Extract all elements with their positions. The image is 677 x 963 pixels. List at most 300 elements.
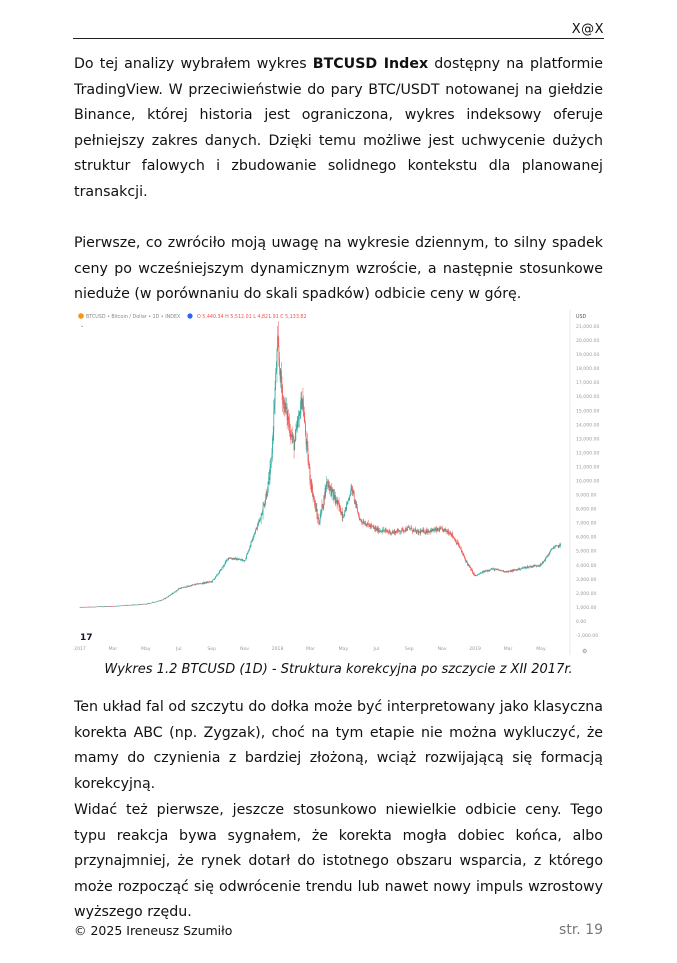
candle-body — [89, 607, 90, 608]
candle-body — [202, 583, 203, 584]
candle-body — [344, 511, 345, 516]
candle-body — [361, 520, 362, 521]
candle-body — [413, 529, 414, 531]
candle-body — [178, 589, 179, 590]
candle-body — [258, 524, 259, 525]
candle-body — [389, 531, 390, 533]
candle-body — [177, 590, 178, 591]
candle-body — [123, 605, 124, 606]
candle-body — [278, 335, 279, 345]
candle-body — [341, 512, 342, 514]
candle-body — [403, 530, 404, 531]
candle-body — [358, 512, 359, 513]
candle-body — [246, 555, 247, 558]
candle-body — [267, 493, 268, 496]
candle-body — [288, 416, 289, 423]
candle-body — [340, 506, 341, 513]
currency-label: USD — [576, 315, 587, 320]
candle-body — [448, 531, 449, 533]
candle-body — [203, 583, 204, 584]
candle-body — [432, 529, 433, 531]
candle-body — [102, 607, 103, 608]
candle-body — [544, 561, 545, 562]
candle-body — [289, 423, 290, 433]
candle-body — [281, 371, 282, 386]
candle-body — [357, 507, 358, 512]
candle-body — [109, 606, 110, 607]
candle-body — [247, 552, 248, 554]
candle-body — [424, 530, 425, 533]
candle-body — [458, 545, 459, 546]
candle-body — [387, 531, 388, 532]
candle-body — [216, 576, 217, 577]
candle-body — [329, 486, 330, 487]
candle-body — [508, 571, 509, 572]
candle-body — [131, 605, 132, 606]
candle-body — [284, 400, 285, 401]
candle-body — [292, 435, 293, 438]
candle-body — [284, 400, 285, 412]
candle-body — [261, 515, 262, 516]
candle-body — [163, 600, 164, 601]
candle-body — [150, 603, 151, 604]
y-tick-label: 0.00 — [576, 619, 587, 625]
candle-body — [298, 415, 299, 421]
candle-body — [101, 606, 102, 607]
candle-body — [221, 569, 222, 570]
candle-body — [534, 565, 535, 566]
candle-body — [559, 545, 560, 546]
candle-body — [470, 567, 471, 568]
candle-body — [351, 486, 352, 488]
candle-body — [266, 493, 267, 496]
candle-body — [251, 541, 252, 542]
candle-body — [265, 499, 266, 504]
candle-body — [208, 582, 209, 583]
candle-body — [392, 532, 393, 533]
candle-body — [408, 527, 409, 528]
candle-body — [384, 530, 385, 531]
y-tick-label: 12,000.00 — [576, 451, 600, 457]
candle-body — [246, 558, 247, 560]
candle-body — [264, 504, 265, 506]
candle-body — [358, 513, 359, 516]
candle-body — [516, 569, 517, 570]
y-tick-label: 16,000.00 — [576, 395, 600, 401]
paragraph-intro-bold: BTCUSD Index — [312, 56, 429, 72]
candle-body — [549, 553, 550, 555]
candle-body — [489, 570, 490, 571]
candle-body — [228, 558, 229, 560]
candle-body — [440, 528, 441, 529]
candle-body — [376, 528, 377, 530]
x-tick-label: May — [536, 647, 546, 652]
candle-body — [366, 525, 367, 526]
candle-body — [331, 487, 332, 496]
candle-body — [127, 605, 128, 606]
candle-body — [419, 531, 420, 532]
candle-body — [339, 506, 340, 507]
candle-body — [204, 582, 205, 583]
candle-body — [279, 358, 280, 368]
candle-body — [109, 606, 110, 607]
candle-body — [307, 441, 308, 447]
candle-body — [377, 528, 378, 531]
candle-body — [359, 516, 360, 520]
candle-body — [517, 569, 518, 570]
candle-body — [170, 595, 171, 596]
candle-body — [153, 602, 154, 603]
candle-body — [464, 556, 465, 558]
candle-body — [446, 529, 447, 532]
candle-body — [302, 399, 303, 408]
candle-body — [546, 557, 547, 558]
candle-body — [140, 604, 141, 605]
candle-body — [514, 570, 515, 571]
candle-body — [291, 434, 292, 437]
candle-body — [443, 529, 444, 531]
candle-body — [118, 606, 119, 607]
y-tick-label: 4,000.00 — [576, 563, 597, 569]
candle-body — [194, 584, 195, 585]
candle-body — [273, 410, 274, 432]
candle-body — [355, 500, 356, 501]
candle-body — [317, 514, 318, 519]
candle-body — [465, 558, 466, 559]
candle-body — [536, 565, 537, 566]
candle-body — [208, 582, 209, 583]
candle-body — [379, 531, 380, 532]
candle-body — [558, 545, 559, 547]
candle-body — [334, 495, 335, 499]
candle-body — [463, 554, 464, 556]
candle-body — [186, 587, 187, 588]
y-tick-label: 5,000.00 — [576, 549, 597, 555]
candle-body — [431, 530, 432, 532]
candle-body — [143, 604, 144, 605]
candle-body — [85, 607, 86, 608]
candle-body — [222, 568, 223, 569]
candle-body — [382, 529, 383, 531]
candle-body — [410, 529, 411, 530]
candle-body — [204, 583, 205, 584]
candle-body — [418, 530, 419, 533]
candle-body — [425, 530, 426, 532]
candle-body — [180, 588, 181, 589]
candle-body — [407, 527, 408, 530]
candle-body — [107, 606, 108, 607]
candle-body — [283, 401, 284, 405]
candle-body — [99, 607, 100, 608]
candle-body — [494, 569, 495, 570]
candle-body — [369, 525, 370, 526]
candle-body — [469, 565, 470, 566]
candle-body — [242, 560, 243, 561]
candle-body — [135, 605, 136, 606]
candle-body — [404, 530, 405, 531]
candle-body — [434, 531, 435, 532]
candle-body — [316, 509, 317, 512]
candle-body — [553, 548, 554, 549]
candle-body — [254, 534, 255, 536]
candle-body — [87, 607, 88, 608]
candle-body — [97, 607, 98, 608]
candle-body — [285, 403, 286, 409]
candle-body — [154, 602, 155, 603]
candle-body — [415, 529, 416, 530]
candle-body — [270, 464, 271, 468]
candle-body — [272, 454, 273, 459]
candle-body — [172, 593, 173, 594]
candle-body — [111, 606, 112, 607]
candle-body — [213, 579, 214, 580]
candle-body — [90, 607, 91, 608]
candle-body — [554, 547, 555, 548]
candle-body — [405, 531, 406, 532]
candle-body — [318, 519, 319, 524]
candle-body — [92, 607, 93, 608]
candle-body — [351, 488, 352, 494]
candle-body — [417, 531, 418, 534]
candle-body — [532, 566, 533, 567]
candle-body — [314, 498, 315, 502]
candle-body — [387, 531, 388, 532]
candle-body — [482, 571, 483, 572]
candle-body — [449, 534, 450, 535]
bitcoin-logo-icon — [78, 313, 84, 319]
candle-body — [295, 432, 296, 441]
candle-body — [126, 605, 127, 606]
candle-body — [308, 462, 309, 465]
candle-body — [156, 602, 157, 603]
candle-body — [475, 575, 476, 576]
candle-body — [503, 570, 504, 571]
candle-body — [155, 602, 156, 603]
candle-body — [90, 607, 91, 608]
candle-body — [476, 575, 477, 576]
candle-body — [108, 606, 109, 607]
candle-body — [199, 584, 200, 585]
candle-body — [247, 553, 248, 555]
candle-body — [506, 572, 507, 573]
candle-body — [405, 528, 406, 531]
candle-body — [482, 572, 483, 574]
candle-body — [149, 603, 150, 604]
candle-body — [420, 531, 421, 533]
candle-body — [348, 501, 349, 504]
candle-body — [192, 585, 193, 586]
y-tick-label: 10,000.00 — [576, 479, 600, 485]
candle-body — [517, 569, 518, 570]
candle-body — [151, 603, 152, 604]
candle-body — [238, 559, 239, 560]
candle-body — [138, 605, 139, 606]
candle-body — [537, 566, 538, 567]
candle-body — [365, 523, 366, 524]
candle-body — [156, 602, 157, 603]
candle-body — [136, 605, 137, 606]
candle-body — [257, 524, 258, 529]
candle-body — [180, 588, 181, 589]
candle-body — [529, 567, 530, 568]
candle-body — [268, 477, 269, 481]
candle-body — [548, 555, 549, 557]
candle-body — [495, 569, 496, 570]
candle-body — [184, 587, 185, 588]
x-tick-label: 2017 — [74, 647, 86, 652]
candle-body — [474, 573, 475, 575]
candle-body — [196, 584, 197, 585]
candle-body — [80, 607, 81, 608]
y-tick-label: 7,000.00 — [576, 521, 597, 527]
candle-body — [197, 583, 198, 584]
candle-body — [352, 486, 353, 493]
figure-caption: Wykres 1.2 BTCUSD (1D) - Struktura korekcyjna po szczycie z XII 2017r. — [104, 662, 573, 677]
candle-body — [481, 573, 482, 574]
btcusd-chart — [74, 310, 603, 655]
x-tick-label: May — [141, 647, 151, 652]
candle-body — [201, 584, 202, 585]
candle-body — [470, 567, 471, 570]
y-tick-label: 17,000.00 — [576, 381, 600, 387]
candle-body — [249, 549, 250, 551]
candle-body — [336, 500, 337, 502]
candle-body — [343, 517, 344, 518]
candle-body — [473, 573, 474, 574]
candle-body — [373, 527, 374, 528]
candle-body — [227, 560, 228, 561]
candle-body — [165, 598, 166, 599]
candle-body — [151, 603, 152, 604]
candle-body — [235, 558, 236, 560]
candle-body — [529, 567, 530, 568]
candle-body — [102, 607, 103, 608]
candle-body — [217, 575, 218, 576]
candle-body — [416, 531, 417, 534]
candle-body — [292, 437, 293, 438]
candle-body — [128, 605, 129, 606]
candle-body — [530, 567, 531, 568]
candle-body — [434, 530, 435, 531]
candle-body — [427, 531, 428, 533]
candle-body — [206, 582, 207, 583]
x-tick-label: Nov — [240, 647, 250, 652]
candle-body — [505, 571, 506, 572]
y-tick-label: 18,000.00 — [576, 367, 600, 373]
candle-body — [383, 529, 384, 530]
candle-body — [510, 571, 511, 572]
candle-body — [441, 528, 442, 529]
candle-body — [365, 523, 366, 525]
paragraph-intro-start: Do tej analizy wybrałem wykres — [74, 56, 313, 72]
candle-body — [105, 606, 106, 607]
candle-body — [526, 568, 527, 569]
candle-body — [360, 519, 361, 520]
candle-body — [137, 605, 138, 606]
candle-body — [469, 565, 470, 567]
candle-body — [252, 540, 253, 541]
candle-body — [441, 528, 442, 529]
candle-body — [83, 607, 84, 608]
candle-body — [242, 560, 243, 561]
candle-body — [411, 528, 412, 529]
candle-body — [144, 604, 145, 605]
candle-body — [220, 571, 221, 572]
candle-body — [453, 537, 454, 538]
candle-body — [401, 531, 402, 532]
candle-body — [521, 568, 522, 569]
candle-body — [256, 528, 257, 529]
candle-body — [323, 505, 324, 508]
candle-body — [328, 481, 329, 487]
candle-body — [478, 574, 479, 575]
candle-body — [415, 529, 416, 530]
candle-body — [460, 546, 461, 548]
collapse-chevron-icon: ⌄ — [80, 323, 85, 329]
candle-body — [527, 567, 528, 568]
candle-body — [113, 606, 114, 607]
candle-body — [553, 548, 554, 549]
candle-body — [146, 604, 147, 605]
candle-body — [417, 530, 418, 531]
candle-body — [354, 494, 355, 500]
candle-body — [146, 604, 147, 605]
candle-body — [398, 529, 399, 530]
candle-body — [140, 604, 141, 605]
candle-body — [311, 485, 312, 489]
candle-body — [355, 500, 356, 504]
candle-body — [301, 397, 302, 408]
candle-body — [196, 584, 197, 585]
candle-body — [185, 587, 186, 588]
candle-body — [218, 573, 219, 574]
candle-body — [82, 607, 83, 608]
candle-body — [515, 570, 516, 571]
header-text: X@X — [571, 22, 604, 37]
candle-body — [306, 441, 307, 444]
candle-body — [303, 399, 304, 403]
x-tick-label: Mar — [503, 647, 513, 652]
candle-body — [479, 574, 480, 575]
candle-body — [557, 545, 558, 546]
candle-body — [519, 568, 520, 569]
candle-body — [145, 604, 146, 605]
candle-body — [173, 593, 174, 594]
y-tick-label: 3,000.00 — [576, 577, 597, 583]
candle-body — [465, 559, 466, 561]
candle-body — [346, 503, 347, 509]
candle-body — [144, 604, 145, 605]
candle-body — [437, 528, 438, 531]
candle-body — [513, 570, 514, 571]
x-tick-label: Jul — [176, 647, 182, 652]
candle-body — [498, 570, 499, 571]
candle-body — [170, 595, 171, 596]
candle-body — [121, 606, 122, 607]
candle-body — [82, 607, 83, 608]
candle-body — [412, 528, 413, 531]
candle-body — [393, 532, 394, 533]
candle-body — [502, 571, 503, 572]
candle-body — [229, 558, 230, 559]
candle-body — [244, 561, 245, 562]
candle-body — [83, 607, 84, 608]
candle-body — [532, 566, 533, 567]
candle-body — [374, 528, 375, 529]
candle-body — [483, 571, 484, 572]
candle-body — [225, 563, 226, 565]
candle-body — [538, 566, 539, 567]
